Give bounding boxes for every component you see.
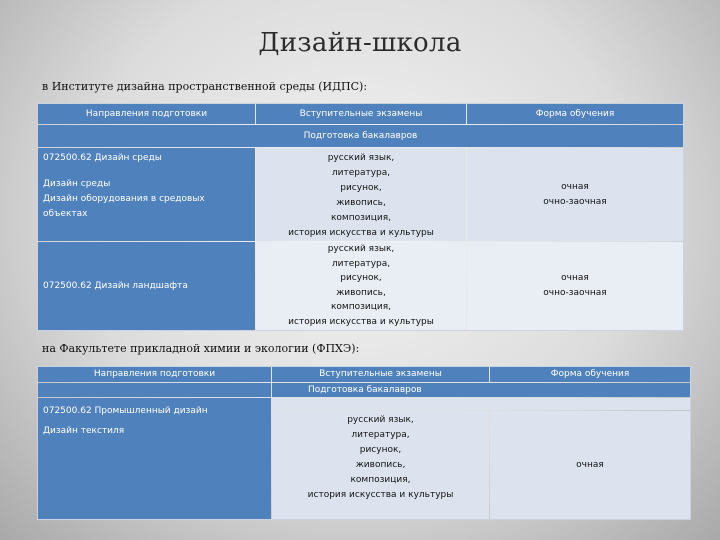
s2-header-form: Форма обучения: [490, 367, 690, 382]
direction-line: 072500.62 Дизайн ландшафта: [43, 280, 188, 291]
exam-line: живопись,: [336, 287, 386, 298]
form-line: очная: [561, 273, 589, 283]
s2-row1-direction: [38, 398, 271, 519]
direction-line: [43, 166, 250, 177]
s1-level-row: Подготовка бакалавров: [38, 125, 683, 147]
form-line: очно-заочная: [543, 196, 607, 207]
s1-header-directions: Направления подготовки: [38, 104, 255, 124]
s2-row1-exams: [272, 411, 489, 519]
s1-row1-exams: [256, 148, 466, 241]
exam-line: литература,: [351, 430, 410, 440]
exam-line: русский язык,: [347, 415, 414, 425]
s1-row2-exams: [256, 242, 466, 330]
form-line: очно-заочная: [543, 288, 607, 298]
section2-heading: на Факультете прикладной химии и экологии (ФПХЭ):: [42, 342, 360, 355]
direction-line: 072500.62 Дизайн среды: [43, 153, 162, 163]
exam-line: русский язык,: [327, 153, 395, 163]
section1-heading: в Институте дизайна пространственной среды (ИДПС):: [42, 80, 368, 93]
exam-line: композиция,: [350, 475, 411, 485]
s2-level-left: [38, 383, 271, 397]
s1-row1-form: [467, 148, 683, 241]
direction-line: Дизайн среды: [43, 179, 111, 189]
s2-header-exams: Вступительные экзамены: [272, 367, 489, 382]
exam-line: композиция,: [330, 302, 391, 312]
section1-table: [37, 103, 684, 331]
direction-line: 072500.62 Промышленный дизайн: [43, 406, 208, 416]
s1-header-exams: Вступительные экзамены: [256, 104, 466, 124]
exam-line: литература,: [331, 258, 391, 269]
s2-row1-form: [490, 411, 690, 519]
exam-line: композиция,: [330, 213, 391, 223]
s1-row1-direction: [38, 148, 255, 241]
s2-level-row: Подготовка бакалавров: [272, 383, 690, 397]
exam-line: история искусства и культуры: [307, 490, 454, 500]
s1-row2-form: [467, 242, 683, 330]
exam-line: живопись,: [355, 460, 406, 470]
exam-line: рисунок,: [340, 273, 382, 283]
s1-header-form: Форма обучения: [467, 104, 683, 124]
exam-line: история искусства и культуры: [288, 228, 434, 238]
exam-line: живопись,: [336, 198, 386, 208]
page-title: Дизайн-школа: [258, 28, 462, 58]
s2-row1-spacer: [272, 398, 690, 410]
exam-line: рисунок,: [340, 183, 382, 193]
exam-line: литература,: [331, 168, 391, 178]
s2-header-directions: Направления подготовки: [38, 367, 271, 382]
s1-row2-direction: [38, 242, 255, 330]
direction-line: Дизайн оборудования в средовых объектах: [43, 194, 205, 219]
exam-line: рисунок,: [359, 445, 402, 455]
form-line: очная: [561, 181, 589, 192]
section2-table: [37, 366, 691, 520]
direction-line: Дизайн текстиля: [43, 426, 125, 436]
exam-line: русский язык,: [327, 244, 395, 254]
form-line: очная: [576, 459, 604, 470]
exam-line: история искусства и культуры: [288, 316, 434, 327]
